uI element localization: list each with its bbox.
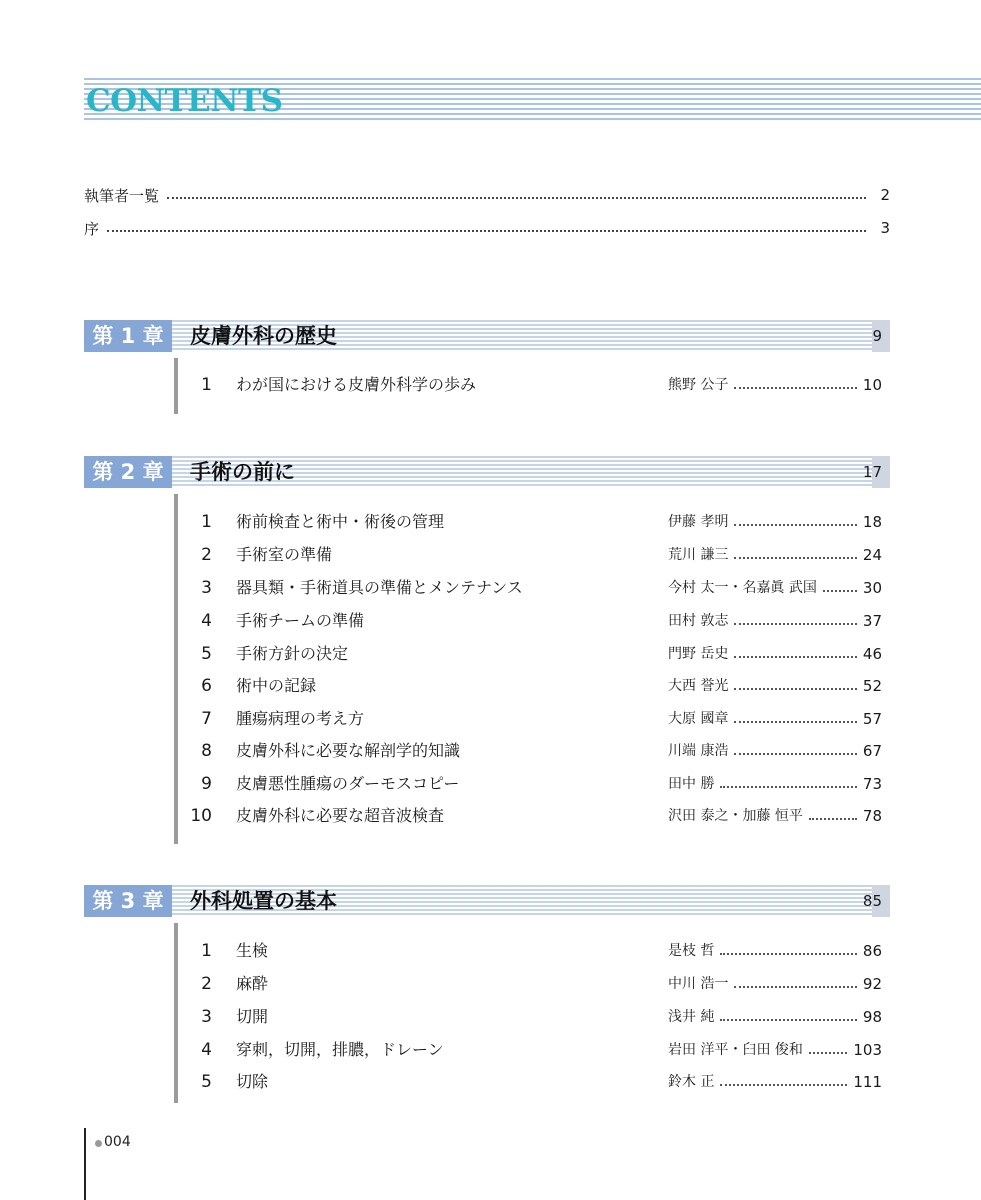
entry-author-row [668, 510, 882, 534]
entry-number: 1 [201, 375, 212, 395]
toc-entry[interactable] [190, 972, 882, 996]
entry-number: 7 [201, 709, 212, 729]
dot-leader [734, 986, 856, 988]
entry-author: 鈴木 正 [668, 1074, 715, 1090]
entry-page: 111 [853, 1073, 882, 1091]
front-matter-label: 執筆者一覧 [84, 186, 160, 205]
entry-page: 57 [862, 710, 882, 728]
front-matter-row[interactable] [84, 217, 890, 239]
entry-title: 器具類・手術道具の準備とメンテナンス [236, 578, 523, 597]
page-title: CONTENTS [86, 83, 283, 119]
entry-number: 4 [201, 611, 212, 631]
entry-title: 皮膚外科に必要な超音波検査 [236, 806, 445, 825]
chapter-side-rule [174, 358, 178, 414]
entry-author-row [668, 543, 882, 567]
entry-page: 18 [862, 513, 882, 531]
dot-leader [734, 623, 856, 625]
toc-entry[interactable] [190, 707, 882, 731]
entry-author-row [668, 1070, 882, 1094]
chapter-page: 17 [862, 463, 882, 481]
chapter-title: 皮膚外科の歴史 [190, 324, 337, 348]
entry-page: 52 [862, 677, 882, 695]
front-matter-page: 2 [880, 186, 890, 204]
entry-author: 田村 敦志 [668, 613, 729, 629]
chapter-page: 9 [872, 327, 882, 345]
entry-author: 荒川 謙三 [668, 547, 729, 563]
entry-author-row [668, 674, 882, 698]
entry-title: 手術方針の決定 [236, 644, 349, 663]
chapter-1 [84, 320, 890, 395]
chapter-number-badge: 第 3 章 [84, 885, 172, 917]
dot-leader [734, 524, 856, 526]
entry-author: 川端 康浩 [668, 743, 729, 759]
entry-title: 切除 [236, 1072, 269, 1091]
chapter-3 [84, 885, 890, 1092]
toc-entry[interactable] [190, 642, 882, 666]
bullet-icon [95, 1140, 102, 1147]
dot-leader [720, 953, 856, 955]
entry-page: 86 [862, 942, 882, 960]
entry-number: 4 [201, 1040, 212, 1060]
entry-title: 術前検査と術中・術後の管理 [236, 512, 445, 531]
chapter-2 [84, 456, 890, 826]
toc-entry[interactable] [190, 510, 882, 534]
entry-page: 98 [862, 1008, 882, 1026]
entry-author-row [668, 772, 882, 796]
entry-author-row [668, 373, 882, 397]
toc-entry[interactable] [190, 674, 882, 698]
entry-title: 生検 [236, 941, 269, 960]
toc-entry[interactable] [190, 1005, 882, 1029]
chapter-heading[interactable] [84, 885, 890, 917]
entry-author: 伊藤 孝明 [668, 514, 729, 530]
dot-leader [734, 557, 856, 559]
entry-title: 術中の記録 [236, 676, 317, 695]
entry-page: 103 [853, 1041, 882, 1059]
entry-number: 2 [201, 545, 212, 565]
toc-entry[interactable] [190, 609, 882, 633]
entry-number: 1 [201, 512, 212, 532]
entry-page: 73 [862, 775, 882, 793]
entry-page: 24 [862, 546, 882, 564]
dot-leader [720, 1019, 856, 1021]
entry-author-row [668, 576, 882, 600]
chapter-heading[interactable] [84, 320, 890, 352]
entry-title: 手術チームの準備 [236, 611, 365, 630]
entry-page: 46 [862, 645, 882, 663]
chapter-number-badge: 第 2 章 [84, 456, 172, 488]
toc-entry[interactable] [190, 373, 882, 397]
dot-leader [734, 656, 856, 658]
entry-title: 皮膚外科に必要な解剖学的知識 [236, 741, 461, 760]
dot-leader [720, 1084, 847, 1086]
entry-title: 皮膚悪性腫瘍のダーモスコピー [236, 774, 460, 793]
entry-author-row [668, 1005, 882, 1029]
entry-author: 沢田 泰之・加藤 恒平 [668, 808, 803, 824]
dot-leader [734, 753, 856, 755]
entry-page: 67 [862, 742, 882, 760]
entry-author-row [668, 707, 882, 731]
entry-number: 6 [201, 676, 212, 696]
entry-number: 9 [201, 774, 212, 794]
chapter-side-rule [174, 494, 178, 844]
entry-author: 門野 岳史 [668, 646, 729, 662]
entry-title: 穿刺，切開，排膿，ドレーン [236, 1040, 444, 1059]
entry-author: 熊野 公子 [668, 377, 729, 393]
dot-leader [809, 818, 857, 820]
dot-leader [720, 786, 856, 788]
chapter-title: 手術の前に [190, 460, 295, 484]
entry-number: 5 [201, 644, 212, 664]
entry-page: 78 [862, 807, 882, 825]
dot-leader [823, 590, 857, 592]
chapter-page: 85 [862, 892, 882, 910]
entry-author: 今村 太一・名嘉眞 武国 [668, 580, 817, 596]
chapter-heading[interactable] [84, 456, 890, 488]
entry-author-row [668, 972, 882, 996]
entry-page: 10 [862, 376, 882, 394]
toc-entry[interactable] [190, 739, 882, 763]
entry-author-row [668, 642, 882, 666]
entry-author-row [668, 739, 882, 763]
toc-entry[interactable] [190, 939, 882, 963]
entry-number: 10 [190, 806, 212, 826]
entry-number: 5 [201, 1072, 212, 1092]
entry-page: 30 [862, 579, 882, 597]
entry-author-row [668, 939, 882, 963]
entry-title: 切開 [236, 1007, 269, 1026]
entry-number: 8 [201, 741, 212, 761]
toc-entry[interactable] [190, 772, 882, 796]
front-matter-page: 3 [880, 219, 890, 237]
entry-author: 是枝 哲 [668, 943, 715, 959]
entry-author: 岩田 洋平・臼田 俊和 [668, 1042, 803, 1058]
entry-page: 37 [862, 612, 882, 630]
entry-number: 3 [201, 578, 212, 598]
entry-number: 3 [201, 1007, 212, 1027]
entry-author: 大原 國章 [668, 711, 729, 727]
toc-entry[interactable] [190, 1070, 882, 1094]
entry-title: 麻酔 [236, 974, 269, 993]
entry-page: 92 [862, 975, 882, 993]
entry-author-row [668, 609, 882, 633]
chapter-title: 外科処置の基本 [190, 889, 337, 913]
entry-author: 田中 勝 [668, 776, 715, 792]
dot-leader [107, 230, 866, 232]
dot-leader [734, 387, 856, 389]
chapter-number-badge: 第 1 章 [84, 320, 172, 352]
entry-author: 浅井 純 [668, 1009, 715, 1025]
entry-number: 2 [201, 974, 212, 994]
entry-author-row [668, 804, 882, 828]
toc-entry[interactable] [190, 1038, 882, 1062]
footer-page-number: 004 [104, 1134, 131, 1150]
entry-author: 大西 誉光 [668, 678, 729, 694]
dot-leader [167, 197, 866, 199]
toc-entry[interactable] [190, 804, 882, 828]
chapter-side-rule [174, 923, 178, 1103]
entry-number: 1 [201, 941, 212, 961]
dot-leader [734, 721, 856, 723]
entry-author: 中川 浩一 [668, 976, 729, 992]
entry-author-row [668, 1038, 882, 1062]
footer-rule [84, 1128, 86, 1200]
dot-leader [809, 1052, 847, 1054]
entry-title: 腫瘍病理の考え方 [236, 709, 365, 728]
entry-title: 手術室の準備 [236, 545, 333, 564]
toc-entry[interactable] [190, 543, 882, 567]
front-matter-row[interactable] [84, 184, 890, 206]
front-matter-label: 序 [84, 219, 100, 238]
toc-entry[interactable] [190, 576, 882, 600]
dot-leader [734, 688, 856, 690]
entry-title: わが国における皮膚外科学の歩み [236, 375, 477, 394]
